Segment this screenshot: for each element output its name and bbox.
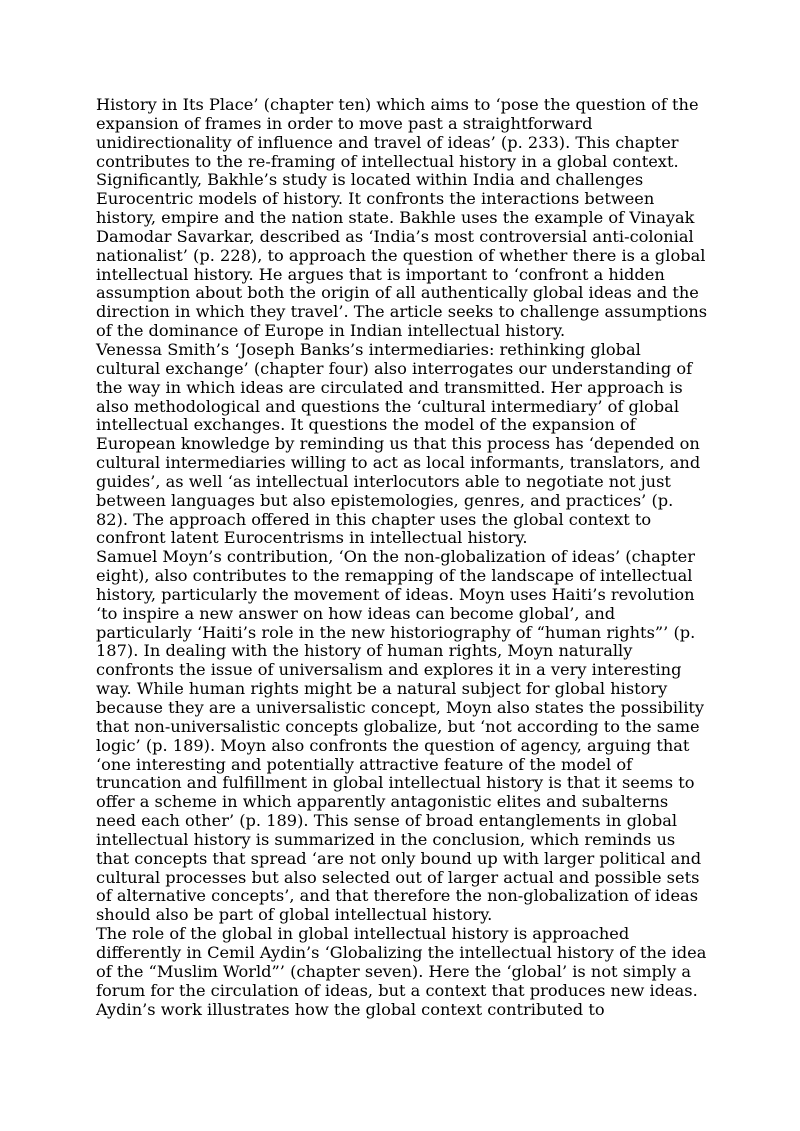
paragraph-smith: Venessa Smith’s ‘Joseph Banks’s intermediaries: rethinking global cultural exchange’ (chapter four) also interrogates our understanding of the way in which ideas are circulated and transmitted. Her approach is also methodological and questions the ‘cultural intermediary’ of global intellectual exchanges. It questions the model of the expansion of European knowledge by reminding us that this process has ‘depended on cultural intermediaries willing to act as local informants, translators, and guides’, as well ‘as intellectual interlocutors able to negotiate not just between languages but also epistemologies, genres, and practices’ (p. 82). The approach offered in this chapter uses the global context to confront latent Eurocentrisms in intellectual history. [96, 339, 701, 548]
paragraph-moyn: Samuel Moyn’s contribution, ‘On the non-globalization of ideas’ (chapter eight), also contributes to the remapping of the landscape of intellectual history, particularly the movement of ideas. Moyn uses Haiti’s revolution ‘to inspire a new answer on how ideas can become global’, and particularly ‘Haiti’s role in the new historiography of “human rights”’ (p. 187). In dealing with the history of human rights, Moyn naturally confronts the issue of universalism and explores it in a very interesting way. While human rights might be a natural subject for global history because they are a universalistic concept, Moyn also states the possibility that non-universalistic concepts globalize, but ‘not according to the same logic’ (p. 189). Moyn also confronts the question of agency, arguing that ‘one interesting and potentially attractive feature of the model of truncation and fulfillment in global intellectual history is that it seems to offer a scheme in which apparently antagonistic elites and subalterns need each other’ (p. 189). This sense of broad entanglements in global intellectual history is summarized in the conclusion, which reminds us that concepts that spread ‘are not only bound up with larger political and cultural processes but also selected out of larger actual and possible sets of alternative concepts’, and that therefore the non-globalization of ideas should also be part of global intellectual history. [96, 547, 705, 925]
paragraph-aydin: The role of the global in global intellectual history is approached differently in Cemil Aydin’s ‘Globalizing the intellectual history of the idea of the “Muslim World”’ (chapter seven). Here the ‘global’ is not simply a forum for the circulation of ideas, but a context that produces new ideas. Aydin’s work illustrates how the global context contributed to [96, 924, 707, 1019]
document-page [96, 96, 708, 1019]
paragraph-bakhle: History in Its Place’ (chapter ten) which aims to ‘pose the question of the expansion of frames in order to move past a straightforward unidirectionality of influence and travel of ideas’ (p. 233). This chapter contributes to the re-framing of intellectual history in a global context. Significantly, Bakhle’s study is located within India and challenges Eurocentric models of history. It confronts the interactions between history, empire and the nation state. Bakhle uses the example of Vinayak Damodar Savarkar, described as ‘India’s most controversial anti-colonial nationalist’ (p. 228), to approach the question of whether there is a global intellectual history. He argues that is important to ‘confront a hidden assumption about both the origin of all authentically global ideas and the direction in which they travel’. The article seeks to challenge assumptions of the dominance of Europe in Indian intellectual history. [96, 95, 708, 341]
